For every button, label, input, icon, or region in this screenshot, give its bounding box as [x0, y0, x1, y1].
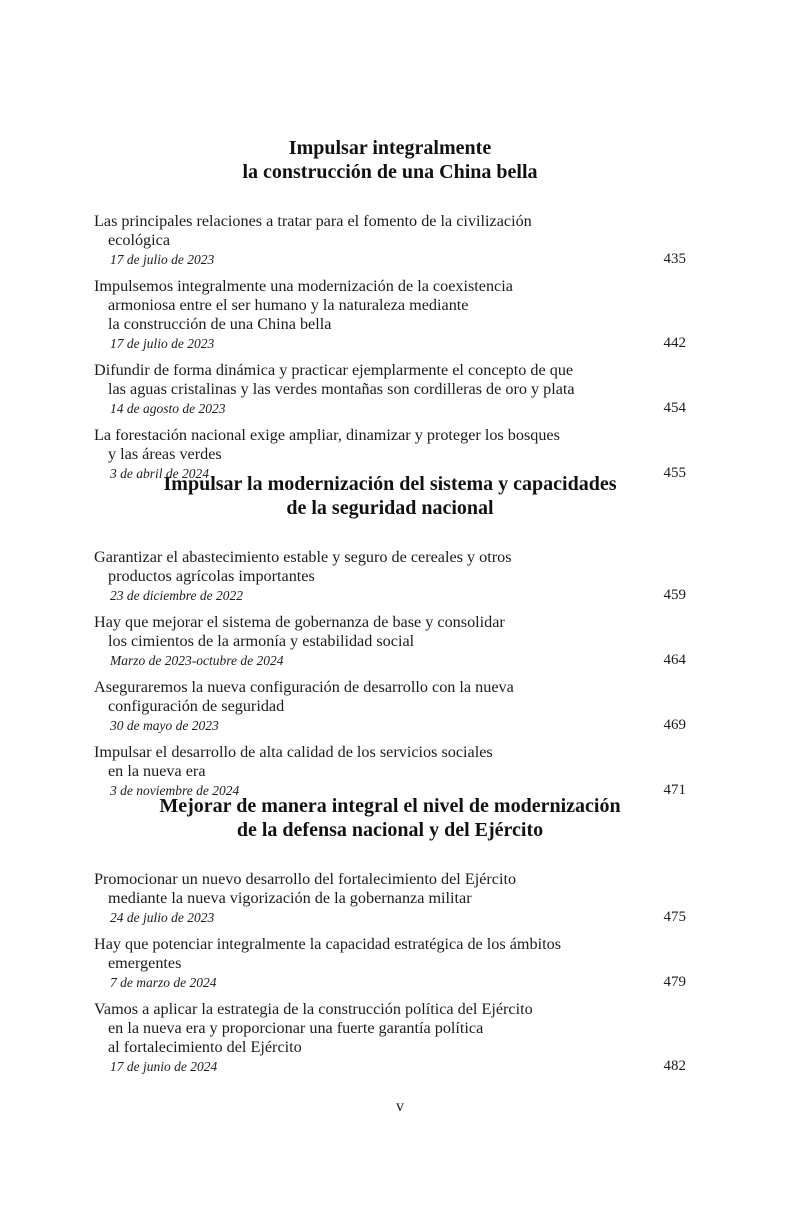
entry-date: 17 de julio de 2023 [110, 336, 215, 351]
entry-title-line: al fortalecimiento del Ejército [108, 1038, 302, 1056]
entry-title-line: Impulsemos integralmente una modernización de la coexistencia [94, 277, 513, 295]
entry-title-line: ecológica [108, 231, 171, 249]
entry-title-line: configuración de seguridad [108, 697, 285, 715]
entry-title [94, 361, 686, 399]
toc-entry[interactable] [94, 935, 686, 992]
entry-date: Marzo de 2023-octubre de 2024 [110, 653, 284, 668]
entry-page-number: 435 [663, 251, 686, 267]
entry-title-line: Promocionar un nuevo desarrollo del fortalecimiento del Ejército [94, 870, 517, 888]
toc-entry[interactable] [94, 743, 686, 800]
toc-section [94, 794, 686, 1084]
section-title-line: Impulsar la modernización del sistema y capacidades [163, 473, 617, 495]
entry-title-line: la construcción de una China bella [108, 315, 332, 333]
entry-title-line: Garantizar el abastecimiento estable y seguro de cereales y otros [94, 548, 512, 566]
toc-entry[interactable] [94, 361, 686, 418]
entry-date: 24 de julio de 2023 [110, 910, 215, 925]
entry-page-number: 459 [663, 587, 686, 603]
entry-title-line: en la nueva era y proporcionar una fuerte garantía política [108, 1019, 484, 1037]
entry-page-number: 464 [663, 652, 686, 668]
section-title-line: la construcción de una China bella [242, 161, 538, 183]
entry-title [94, 1000, 686, 1057]
entry-title [94, 426, 686, 464]
entry-title-line: en la nueva era [108, 762, 206, 780]
entry-title [94, 212, 686, 250]
toc-entry[interactable] [94, 277, 686, 353]
section-title-line: de la seguridad nacional [286, 497, 494, 519]
entry-date: 23 de diciembre de 2022 [110, 588, 243, 603]
entry-title [94, 870, 686, 908]
entry-title [94, 613, 686, 651]
entry-title [94, 277, 686, 334]
entry-title-line: Hay que potenciar integralmente la capacidad estratégica de los ámbitos [94, 935, 561, 953]
entry-date: 17 de junio de 2024 [110, 1059, 218, 1074]
entry-title-line: Hay que mejorar el sistema de gobernanza de base y consolidar [94, 613, 505, 631]
entry-title [94, 678, 686, 716]
entry-page-number: 442 [663, 335, 686, 351]
entry-date: 3 de abril de 2024 [110, 466, 209, 481]
entry-title [94, 548, 686, 586]
entry-title-line: las aguas cristalinas y las verdes montañas son cordilleras de oro y plata [108, 380, 575, 398]
section-title [94, 794, 686, 842]
toc-section [94, 472, 686, 808]
page-number: v [396, 1098, 404, 1115]
section-title [94, 136, 686, 184]
entry-title [94, 743, 686, 781]
entry-page-number: 455 [663, 465, 686, 481]
section-title-line: Impulsar integralmente [288, 137, 492, 159]
entry-title-line: productos agrícolas importantes [108, 567, 315, 585]
toc-entry-list [94, 212, 686, 483]
entry-title-line: armoniosa entre el ser humano y la naturaleza mediante [108, 296, 469, 314]
entry-date: 3 de noviembre de 2024 [110, 783, 240, 798]
toc-entry-list [94, 870, 686, 1076]
section-title [94, 472, 686, 520]
toc-section [94, 136, 686, 491]
toc-entry[interactable] [94, 870, 686, 927]
section-title-line: Mejorar de manera integral el nivel de modernización [159, 795, 621, 817]
toc-entry[interactable] [94, 1000, 686, 1076]
entry-page-number: 482 [663, 1058, 686, 1074]
entry-page-number: 454 [663, 400, 686, 416]
entry-title [94, 935, 686, 973]
toc-entry[interactable] [94, 613, 686, 670]
entry-title-line: emergentes [108, 954, 182, 972]
section-title-line: de la defensa nacional y del Ejército [236, 819, 544, 841]
entry-page-number: 469 [663, 717, 686, 733]
entry-page-number: 479 [663, 974, 686, 990]
entry-date: 30 de mayo de 2023 [110, 718, 219, 733]
entry-title-line: La forestación nacional exige ampliar, dinamizar y proteger los bosques [94, 426, 560, 444]
entry-title-line: Aseguraremos la nueva configuración de desarrollo con la nueva [94, 678, 514, 696]
entry-title-line: mediante la nueva vigorización de la gobernanza militar [108, 889, 472, 907]
entry-title-line: Difundir de forma dinámica y practicar ejemplarmente el concepto de que [94, 361, 574, 379]
entry-title-line: los cimientos de la armonía y estabilidad social [108, 632, 415, 650]
entry-date: 14 de agosto de 2023 [110, 401, 226, 416]
entry-title-line: Vamos a aplicar la estrategia de la construcción política del Ejército [94, 1000, 533, 1018]
entry-title-line: y las áreas verdes [108, 445, 222, 463]
entry-title-line: Las principales relaciones a tratar para el fomento de la civilización [94, 212, 532, 230]
entry-date: 7 de marzo de 2024 [110, 975, 217, 990]
entry-date: 17 de julio de 2023 [110, 252, 215, 267]
toc-entry[interactable] [94, 548, 686, 605]
entry-page-number: 475 [663, 909, 686, 925]
entry-page-number: 471 [663, 782, 686, 798]
toc-entry[interactable] [94, 212, 686, 269]
toc-entry[interactable] [94, 678, 686, 735]
entry-title-line: Impulsar el desarrollo de alta calidad de los servicios sociales [94, 743, 493, 761]
toc-entry-list [94, 548, 686, 800]
